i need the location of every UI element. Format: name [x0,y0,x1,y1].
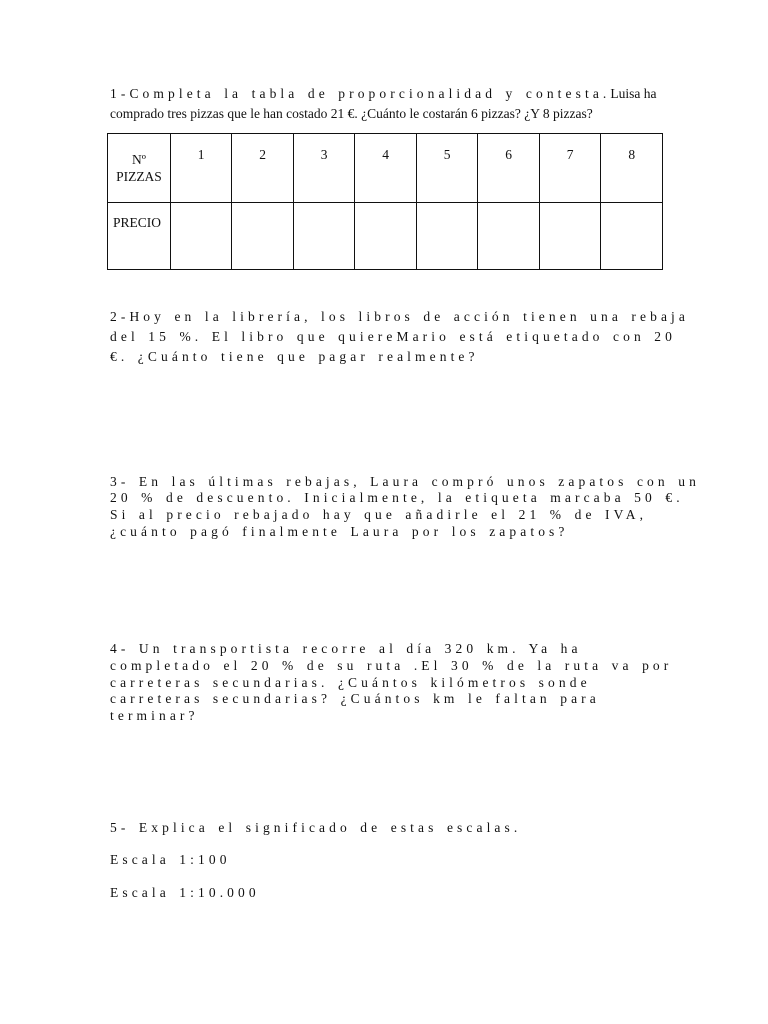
question-1-title-tail: Luisa ha [610,86,657,101]
price-answer-cell[interactable] [232,203,294,270]
pizza-count-cell: 1 [170,134,232,203]
pizza-count-cell: 5 [416,134,478,203]
pizza-count-cell: 7 [539,134,601,203]
question-2-line: 2-Hoy en la librería, los libros de acción tienen una rebaja [110,309,690,324]
question-5-title: 5- Explica el significado de estas escalas. [110,820,522,835]
question-3-line: ¿cuánto pagó finalmente Laura por los zapatos? [110,524,569,539]
price-answer-cell[interactable] [416,203,478,270]
header-cell-pizzas [108,134,171,203]
question-1-instruction: 1-Completa la tabla de proporcionalidad y contesta. [110,86,611,101]
scale-item: Escala 1:100 [110,852,231,867]
header-no: Nº [131,152,146,167]
price-answer-cell[interactable] [601,203,663,270]
question-4-line: 4- Un transportista recorre al día 320 km. Ya ha [110,641,582,656]
question-1-text: comprado tres pizzas que le han costado 21 €. ¿Cuánto le costarán 6 pizzas? ¿Y 8 pizzas? [110,106,593,121]
price-answer-cell[interactable] [355,203,417,270]
price-answer-cell[interactable] [170,203,232,270]
question-4-line: completado el 20 % de su ruta .El 30 % de la ruta va por [110,658,673,673]
question-4-line: carreteras secundarias? ¿Cuántos km le faltan para [110,691,600,706]
question-2-line: del 15 %. El libro que quiereMario está etiquetado con 20 [110,329,676,344]
question-3-line: Si al precio rebajado hay que añadirle el 21 % de IVA, [110,507,648,522]
pizza-count-cell: 4 [355,134,417,203]
question-1-title [110,86,657,102]
table-row-pizzas [108,134,663,203]
scale-item: Escala 1:10.000 [110,885,260,900]
pizza-count-cell: 6 [478,134,540,203]
table-row-price [108,203,663,270]
pizza-count-cell: 3 [293,134,355,203]
proportionality-table [107,133,663,270]
question-3-line: 3- En las últimas rebajas, Laura compró unos zapatos con un [110,474,700,489]
price-answer-cell[interactable] [293,203,355,270]
pizza-count-cell: 8 [601,134,663,203]
header-cell-price: PRECIO [108,203,171,270]
question-4-line: carreteras secundarias. ¿Cuántos kilómetros sonde [110,675,591,690]
question-2-line: €. ¿Cuánto tiene que pagar realmente? [110,349,479,364]
question-3-line: 20 % de descuento. Inicialmente, la etiqueta marcaba 50 €. [110,490,684,505]
question-4-line: terminar? [110,708,199,723]
pizza-count-cell: 2 [232,134,294,203]
price-answer-cell[interactable] [478,203,540,270]
price-answer-cell[interactable] [539,203,601,270]
header-pizzas: PIZZAS [116,169,162,184]
